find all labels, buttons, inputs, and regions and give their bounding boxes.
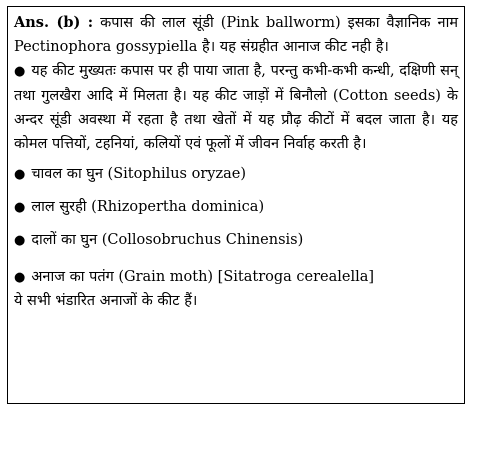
list-item [14, 158, 458, 191]
closing-text: ये सभी भंडारित अनाजों के कीट हैं। [14, 293, 198, 309]
list-item [14, 265, 458, 290]
description-text: यह कीट मुख्यतः कपास पर ही पाया जाता है, परन्तु कभी-कभी कन्धी, दक्षिणी सन् तथा गुलखैरा आदि में मिलता है। यह कीट जाड़ों में बिनौलो (Cotton seeds) के अन्दर सूंडी अवस्था में रहता है तथा खेतों में यह प्रौढ़ कीटों में बदल जाता है। यह कोमल पत्तियों, टहनियां, कलियों एवं फूलों में जीवन निर्वाह करती है। [14, 63, 458, 152]
description-paragraph [14, 59, 458, 156]
pest-item-lesser-grain-borer: लाल सुरही (Rhizopertha dominica) [31, 199, 265, 215]
list-item [14, 191, 458, 224]
bullet-icon: ● [14, 167, 26, 182]
bullet-icon: ● [14, 270, 26, 285]
list-item [14, 224, 458, 257]
answer-intro-text: कपास की लाल सूंडी (Pink ballworm) इसका वैज्ञानिक नाम Pectinophora gossypiella है। यह संग्रहीत आनाज कीट नही है। [14, 15, 458, 55]
pest-item-grain-moth: अनाज का पतंग (Grain moth) [Sitatroga cerealella] [31, 269, 375, 285]
bullet-icon: ● [14, 200, 26, 215]
answer-intro [14, 11, 458, 59]
bullet-icon: ● [14, 64, 26, 79]
bullet-icon: ● [14, 233, 26, 248]
pest-item-pulse-beetle: दालों का घुन (Collosobruchus Chinensis) [31, 232, 304, 248]
answer-label: Ans. (b) : [14, 14, 94, 31]
pest-item-rice-weevil: चावल का घुन (Sitophilus oryzae) [31, 166, 246, 182]
answer-box [7, 6, 465, 404]
cut-off-next-line [12, 405, 452, 411]
